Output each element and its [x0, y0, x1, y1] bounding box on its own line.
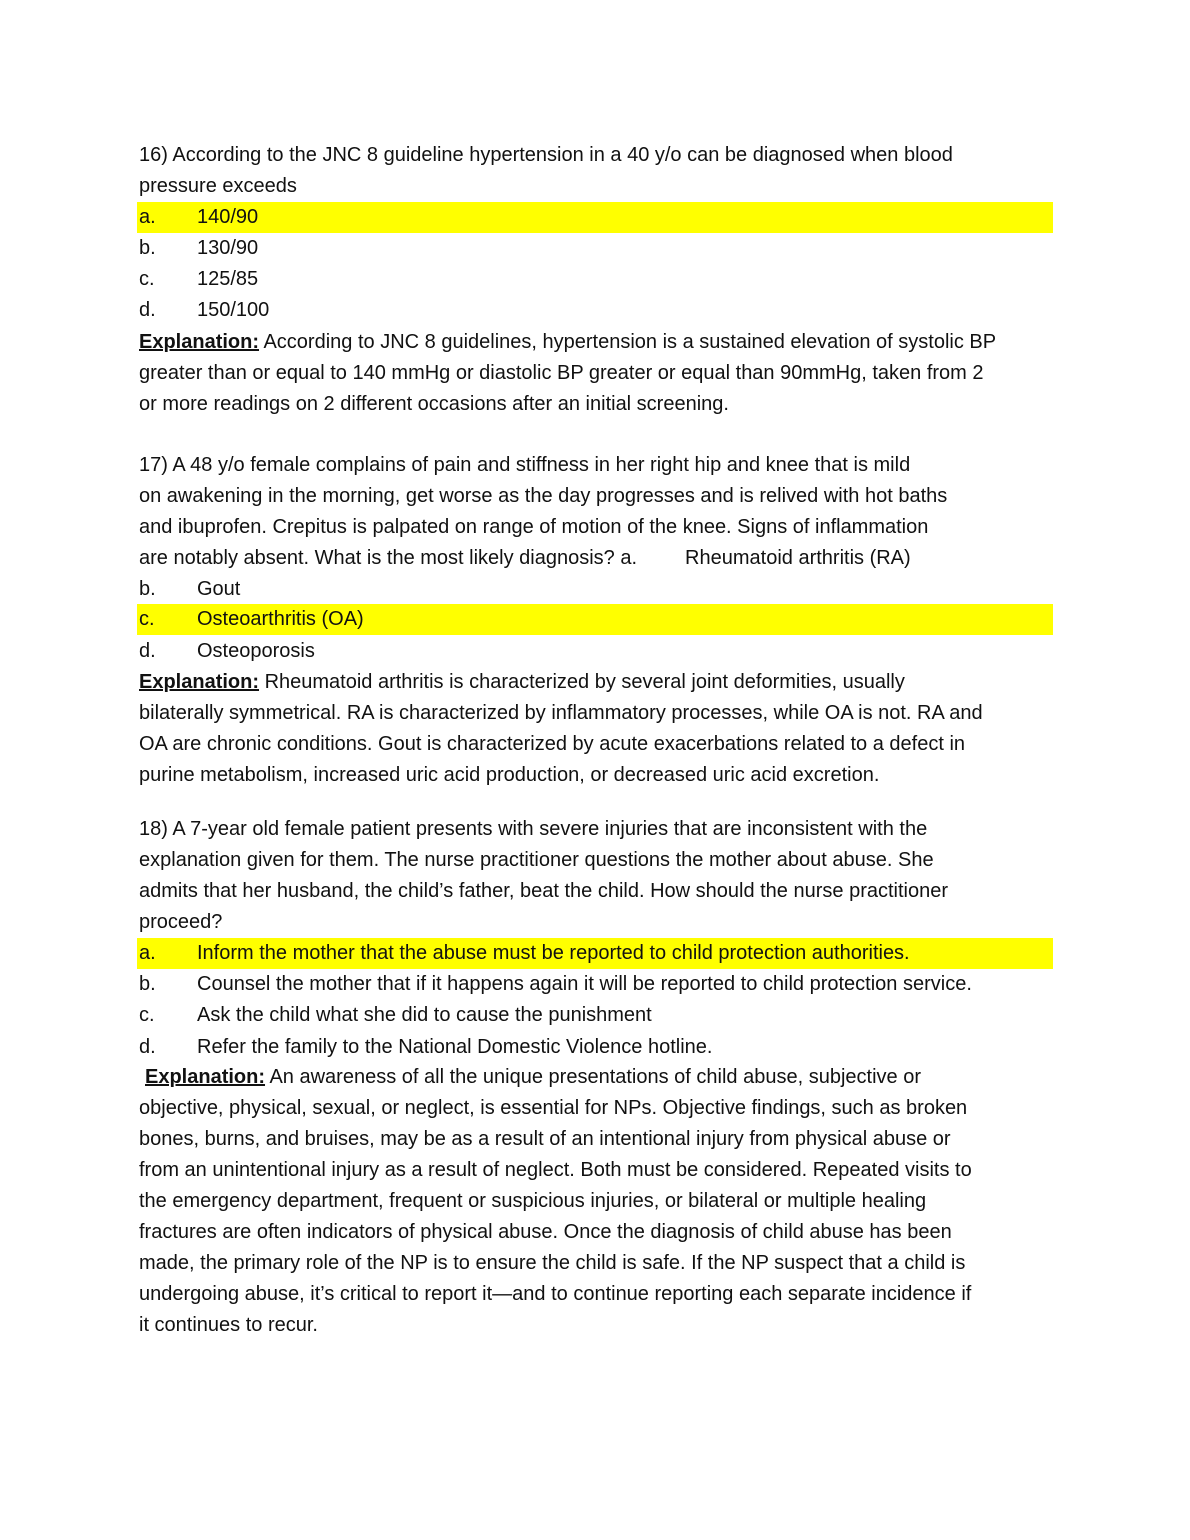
- option-text: 140/90: [197, 206, 259, 228]
- explanation-text: Rheumatoid arthritis is characterized by several joint deformities, usually: [259, 671, 905, 693]
- option-letter: a.: [139, 206, 156, 228]
- question-17-stem-line-1: 17) A 48 y/o female complains of pain and stiffness in her right hip and knee that is mild: [139, 454, 911, 476]
- option-text: Refer the family to the National Domestic Violence hotline.: [197, 1036, 713, 1058]
- question-16-explanation-line-1: [139, 327, 996, 358]
- explanation-label: Explanation:: [145, 1066, 266, 1088]
- option-text: Ask the child what she did to cause the punishment: [197, 1004, 652, 1026]
- question-16-option-a: [137, 202, 1053, 233]
- explanation-label: Explanation:: [139, 671, 260, 693]
- option-text: Osteoporosis: [197, 640, 315, 662]
- question-17-explanation-line-2: bilaterally symmetrical. RA is characterized by inflammatory processes, while OA is not. RA and: [139, 702, 983, 724]
- question-18-explanation-line-3: bones, burns, and bruises, may be as a result of an intentional injury from physical abuse or: [139, 1128, 951, 1150]
- question-17-explanation-line-3: OA are chronic conditions. Gout is characterized by acute exacerbations related to a defect in: [139, 733, 966, 755]
- question-18-explanation-line-9: it continues to recur.: [139, 1314, 318, 1336]
- option-letter: d.: [139, 1036, 156, 1058]
- question-17-option-a-text: Rheumatoid arthritis (RA): [685, 547, 911, 569]
- question-18-stem-line-2: explanation given for them. The nurse practitioner questions the mother about abuse. She: [139, 849, 934, 871]
- question-18-explanation-line-1: [145, 1062, 921, 1093]
- explanation-text: According to JNC 8 guidelines, hypertension is a sustained elevation of systolic BP: [259, 331, 997, 353]
- question-18-stem-line-3: admits that her husband, the child’s father, beat the child. How should the nurse practitioner: [139, 880, 949, 902]
- question-18-stem-line-4: proceed?: [139, 911, 223, 933]
- question-16-stem-line-1: 16) According to the JNC 8 guideline hypertension in a 40 y/o can be diagnosed when blood: [139, 144, 953, 166]
- question-17-option-b: [137, 574, 1053, 605]
- question-17-option-d: [137, 636, 1053, 667]
- question-18-explanation-line-5: the emergency department, frequent or suspicious injuries, or bilateral or multiple healing: [139, 1190, 927, 1212]
- explanation-label: Explanation:: [139, 331, 260, 353]
- question-16-stem-line-2: pressure exceeds: [139, 175, 297, 197]
- option-letter: d.: [139, 299, 156, 321]
- question-18-option-a: [137, 938, 1053, 969]
- question-17-stem-line-2: on awakening in the morning, get worse as the day progresses and is relived with hot baths: [139, 485, 948, 507]
- option-text: 125/85: [197, 268, 259, 290]
- question-16-option-b: [137, 233, 1053, 264]
- question-16-option-c: [137, 264, 1053, 295]
- question-17-explanation-line-1: [139, 667, 905, 698]
- option-text: 130/90: [197, 237, 259, 259]
- question-17-option-c: [137, 604, 1053, 635]
- option-letter: d.: [139, 640, 156, 662]
- question-18-explanation-line-2: objective, physical, sexual, or neglect, is essential for NPs. Objective findings, such as broken: [139, 1097, 968, 1119]
- question-16-explanation-line-2: greater than or equal to 140 mmHg or diastolic BP greater or equal than 90mmHg, taken from 2: [139, 362, 984, 384]
- question-18-explanation-line-4: from an unintentional injury as a result of neglect. Both must be considered. Repeated visits to: [139, 1159, 972, 1181]
- option-letter: b.: [139, 237, 156, 259]
- stem-text: are notably absent. What is the most likely diagnosis? a.: [139, 547, 638, 569]
- option-letter: b.: [139, 578, 156, 600]
- question-16-option-d: [137, 295, 1053, 326]
- question-18-explanation-line-7: made, the primary role of the NP is to ensure the child is safe. If the NP suspect that a child is: [139, 1252, 966, 1274]
- option-letter: c.: [139, 608, 155, 630]
- question-18-option-b: [137, 969, 1053, 1000]
- explanation-text: An awareness of all the unique presentations of child abuse, subjective or: [265, 1066, 921, 1088]
- option-text: Gout: [197, 578, 241, 600]
- question-16-explanation-line-3: or more readings on 2 different occasions after an initial screening.: [139, 393, 729, 415]
- question-17-stem-line-4: [139, 543, 911, 574]
- option-letter: c.: [139, 268, 155, 290]
- option-text: Osteoarthritis (OA): [197, 608, 364, 630]
- question-17-explanation-line-4: purine metabolism, increased uric acid production, or decreased uric acid excretion.: [139, 764, 880, 786]
- question-17-stem-line-3: and ibuprofen. Crepitus is palpated on range of motion of the knee. Signs of inflammation: [139, 516, 929, 538]
- question-18-explanation-line-6: fractures are often indicators of physical abuse. Once the diagnosis of child abuse has been: [139, 1221, 952, 1243]
- option-letter: c.: [139, 1004, 155, 1026]
- option-text: 150/100: [197, 299, 270, 321]
- question-18-option-d: [137, 1032, 1053, 1063]
- question-18-option-c: [137, 1000, 1053, 1031]
- question-18-explanation-line-8: undergoing abuse, it’s critical to report it—and to continue reporting each separate incidence if: [139, 1283, 972, 1305]
- question-18-stem-line-1: 18) A 7-year old female patient presents with severe injuries that are inconsistent with the: [139, 818, 928, 840]
- option-text: Inform the mother that the abuse must be reported to child protection authorities.: [197, 942, 910, 964]
- option-letter: a.: [139, 942, 156, 964]
- option-letter: b.: [139, 973, 156, 995]
- option-text: Counsel the mother that if it happens again it will be reported to child protection service.: [197, 973, 972, 995]
